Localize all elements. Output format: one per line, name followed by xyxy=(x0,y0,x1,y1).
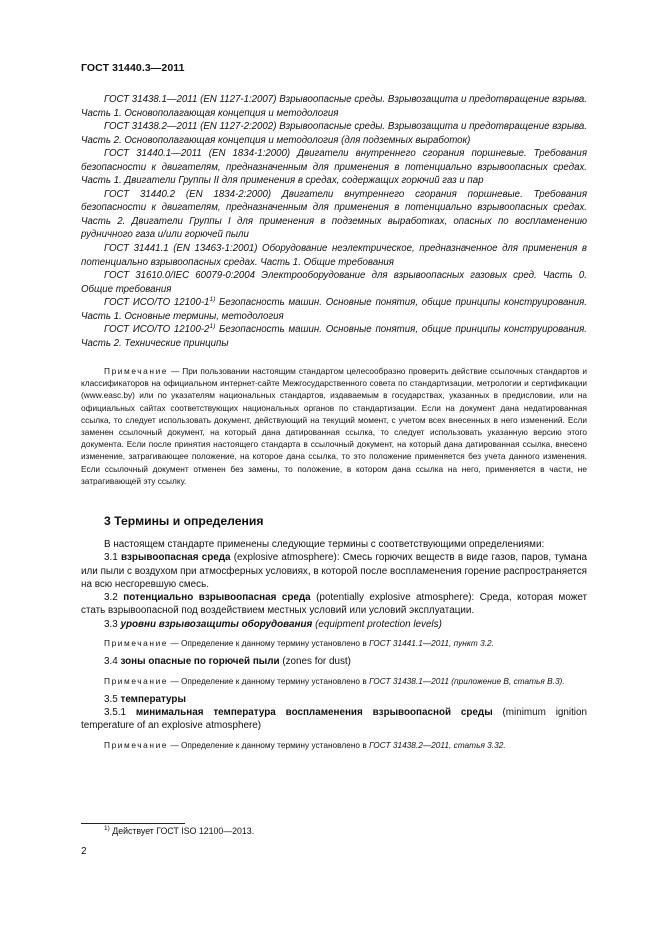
term-name: взрывоопасная среда xyxy=(120,552,231,564)
term-3-1: 3.1 взрывоопасная среда (explosive atmosphere): Смесь горючих веществ в виде газов, паров, тумана или пыли с воздухом при атмосферных условиях, в которой после воспламенения горение распространяется на всю несгоревшую смесь. xyxy=(81,552,588,590)
reference-title: Безопасность машин. Основные понятия, общие принципы конструирования. Часть 2. Технические принципы xyxy=(81,324,587,349)
term-3-4: 3.4 зоны опасные по горючей пыли (zones for dust) xyxy=(104,656,351,668)
term-note: Примечание — Определение к данному термину установлено в ГОСТ 31438.1—2011 (приложение В, статья В.3). xyxy=(104,675,565,686)
term-english: (minimum ignition temperature of an explosive atmosphere) xyxy=(81,707,587,732)
reference-item xyxy=(81,323,587,350)
reference-code: ГОСТ ИСО/ТО 12100-1 xyxy=(104,297,210,309)
term-english: (zones for dust) xyxy=(282,656,351,668)
term-definition: (explosive atmosphere): Смесь горючих веществ в виде газов, паров, тумана или пыли с воздухом при атмосферных условиях, в которой после воспламенения горение распространяется на всю несгоревшую смесь. xyxy=(81,552,588,590)
term-name: уровни взрывозащиты оборудования xyxy=(120,618,313,630)
term-note: Примечание — Определение к данному термину установлено в ГОСТ 31441.1—2011, пункт 3.2. xyxy=(104,638,494,649)
references-note: Примечание — При пользовании настоящим стандартом целесообразно проверить действие ссылочных стандартов и классификаторов на официальном интернет-сайте Межгосударственного совета по стандартизации, метрологии и сертификации (www.easc.by) или по указателям национальных стандартов, издаваемым в государствах, указанных в предисловии, или на официальных сайтах соответствующих национальных органов по стандартизации. Если на документ дана недатированная ссылка, то следует использовать документ, действующий на текущий момент, с учетом всех внесенных в него изменений. Если заменен ссылочный документ, на который дана датированная ссылка, то следует использовать указанную версию этого документа. Если после принятия настоящего стандарта в ссылочный документ, на который дана датированная ссылка, внесено изменение, затрагивающее положение, на которое дана ссылка, то это положение применяется без учета данного изменения. Если ссылочный документ отменен без замены, то положение, в котором дана ссылка на него, применяется в части, не затрагивающей эту ссылку. xyxy=(81,366,587,486)
reference-title: Двигатели внутреннего сгорания поршневые. Требования безопасности к двигателям, предназначенным для применения в потенциально взрывоопасных средах. Часть 1. Двигатели Группы II для применения в средах, содержащих горючий газ и пар xyxy=(81,148,587,187)
reference-code: ГОСТ 31438.1—2011 (EN 1127-1:2007) xyxy=(104,94,277,105)
term-3-2: 3.2 потенциально взрывоопасная среда (potentially explosive atmosphere): Среда, которая может стать взрывоопасной под воздействием местных условий или условий эксплуатации. xyxy=(81,592,588,617)
term-name: потенциально взрывоопасная среда xyxy=(123,592,311,604)
reference-title: Взрывоопасные среды. Взрывозащита и предотвращение взрыва. Часть 1. Основополагающая концепция и методология xyxy=(81,94,587,119)
reference-code: ГОСТ 31440.2 (EN 1834-2:2000) xyxy=(104,188,272,200)
footnote-marker: 1) xyxy=(209,323,216,331)
reference-code: ГОСТ ИСО/ТО 12100-2 xyxy=(104,324,210,336)
note-reference: ГОСТ 31441.1—2011, пункт 3.2. xyxy=(369,638,494,649)
footnote-marker: 1) xyxy=(209,295,216,303)
term-name: минимальная температура воспламенения взрывоопасной среды xyxy=(135,707,493,719)
term-english: (equipment protection levels) xyxy=(315,618,442,630)
reference-title: Двигатели внутреннего сгорания поршневые. Требования безопасности к двигателям, предназначенным для применения в потенциально взрывоопасных средах. Часть 2. Двигатели Группы I для применения в подземных выработках, опасных по воспламенению рудничного газа и/или горючей пыли xyxy=(81,188,587,241)
term-name: температуры xyxy=(120,693,186,705)
section-heading: 3 Термины и определения xyxy=(104,514,264,528)
reference-code: ГОСТ 31438.2—2011 (EN 1127-2:2002) xyxy=(104,121,277,133)
normative-references-list xyxy=(81,93,587,350)
note-label: Примечание xyxy=(104,366,169,376)
reference-code: ГОСТ 31440.1—2011 (EN 1834-1:2000) xyxy=(104,148,291,160)
reference-item xyxy=(81,147,587,188)
term-3-5: 3.5 температуры xyxy=(104,693,186,705)
footnote-divider xyxy=(81,823,185,824)
note-reference: ГОСТ 31438.1—2011 (приложение В, статья В.3). xyxy=(369,675,565,686)
reference-title: Взрывоопасные среды. Взрывозащита и предотвращение взрыва. Часть 2. Основополагающая концепция и методология (для подземных выработок) xyxy=(81,121,587,146)
term-definition: (potentially explosive atmosphere): Среда, которая может стать взрывоопасной под воздействием местных условий или условий эксплуатации. xyxy=(81,592,588,617)
reference-item xyxy=(81,242,587,269)
reference-item xyxy=(81,269,587,296)
note-reference: ГОСТ 31438.2—2011, статья 3.32. xyxy=(369,739,506,750)
note-text: При пользовании настоящим стандартом целесообразно проверить действие ссылочных стандартов и классификаторов на официальном интернет-сайте Межгосударственного совета по стандартизации, метрологии и сертификации (www.easc.by) или по указателям национальных стандартов, издаваемым в государствах, указанных в предисловии, или на официальных сайтах соответствующих национальных органов по стандартизации. Если на документ дана недатированная ссылка, то следует использовать документ, действующий на текущий момент, с учетом всех внесенных в него изменений. Если заменен ссылочный документ, на который дана датированная ссылка, то следует использовать указанную версию этого документа. Если после принятия настоящего стандарта в ссылочный документ, на который дана датированная ссылка, внесено изменение, затрагивающее положение, на которое дана ссылка, то это положение применяется без учета данного изменения. Если ссылочный документ отменен без замены, то положение, в котором дана ссылка на него, применяется в части, не затрагивающей эту ссылку. xyxy=(81,366,587,486)
term-note: Примечание — Определение к данному термину установлено в ГОСТ 31438.2—2011, статья 3.32. xyxy=(104,739,506,750)
reference-code: ГОСТ 31610.0/IEC 60079-0:2004 xyxy=(104,270,256,282)
running-title: ГОСТ 31440.3—2011 xyxy=(81,62,185,74)
term-3-5-1: 3.5.1 минимальная температура воспламенения взрывоопасной среды (minimum ignition temperature of an explosive atmosphere) xyxy=(81,707,587,732)
footnote-text: Действует ГОСТ ISO 12100—2013. xyxy=(112,826,255,836)
section-intro: В настоящем стандарте применены следующие термины с соответствующими определениями: xyxy=(104,539,545,550)
footnote xyxy=(104,826,254,836)
reference-title: Оборудование неэлектрическое, предназначенное для применения в потенциально взрывоопасных средах. Часть 1. Общие требования xyxy=(81,243,587,268)
page-number: 2 xyxy=(81,846,87,857)
reference-item xyxy=(81,296,587,323)
reference-title: Безопасность машин. Основные понятия, общие принципы конструирования. Часть 1. Основные термины, методология xyxy=(81,297,587,322)
footnote-marker: 1) xyxy=(104,825,110,833)
term-name: зоны опасные по горючей пыли xyxy=(120,656,280,668)
reference-title: Электрооборудование для взрывоопасных газовых сред. Часть 0. Общие требования xyxy=(81,270,587,295)
reference-item xyxy=(81,120,587,147)
reference-code: ГОСТ 31441.1 (EN 13463-1:2001) xyxy=(104,243,258,255)
reference-item xyxy=(81,188,587,242)
reference-item xyxy=(81,93,587,120)
term-3-3: 3.3 уровни взрывозащиты оборудования (equipment protection levels) xyxy=(104,618,442,630)
terms-section xyxy=(81,538,587,751)
